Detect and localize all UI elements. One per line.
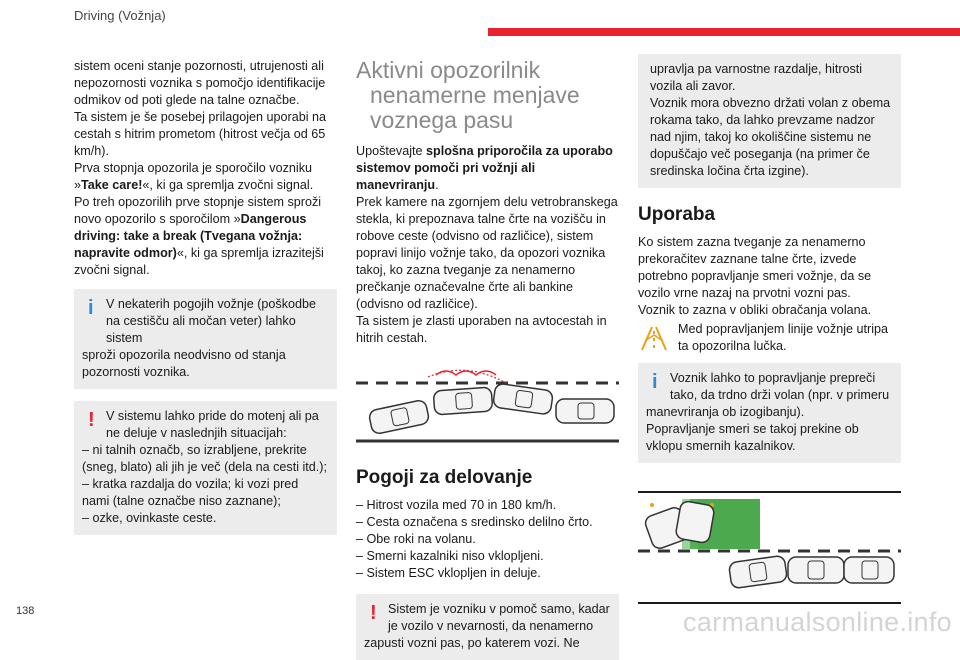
conditions-heading: Pogoji za delovanje [356,467,533,488]
warning-note-box-continued: upravlja pa varnostne razdalje, hitrosti vozila ali zavor. Voznik mora obvezno držati volan z obema rokama tako, da lahko prevzame nadzor nad njim, takoj ko okoliščine sistemu ne dopuščajo več poseganja (na primer če sredinska ločina črta izgine). [638,54,901,188]
list-item: – Hitrost vozila med 70 in 180 km/h. [356,498,557,512]
paragraph: Po treh opozorilih prve stopnje sistem sproži novo opozorilo s sporočilom »Dangerous driving: take a break (Tvegana vožnja: napravite odmor)«, ki ga spremlja izrazitejši zvočni signal. [74,195,324,277]
lane-departure-illustration [356,365,619,447]
list-item: – kratka razdalja do vozila; ki vozi pred nami (talne označbe niso zaznane); [82,477,299,508]
paragraph: Ta sistem je še posebej prilagojen uporabi na cestah s hitrim prometom (hitrost večja od 65 km/h). [74,110,327,158]
divider [638,602,901,604]
paragraph: Ta sistem je zlasti uporaben na avtocestah in hitrih cestah. [356,314,607,345]
column-2 [356,58,619,660]
usage-heading: Uporaba [638,204,716,225]
list-item: – Obe roki na volanu. [356,532,476,546]
header-accent-bar [488,28,960,36]
section-title: Aktivni opozorilnik nenamerne menjave voznega pasu [356,57,580,133]
warning-icon: ! [370,602,377,624]
info-note-box: i V nekaterih pogojih vožnje (poškodbe na cestišču ali močan veter) lahko sistem sproži opozorila neodvisno od stanja pozornosti voznika. [74,289,337,389]
page-number: 138 [16,605,35,617]
lane-assist-lamp-icon [638,323,670,353]
warning-icon: ! [88,409,95,431]
lane-departure-illustration-svg [356,365,619,447]
list-item: – ozke, ovinkaste ceste. [82,511,217,525]
lane-correction-illustration-svg [638,493,901,597]
list-item: – Sistem ESC vklopljen in deluje. [356,566,541,580]
list-item: – ni talnih označb, so izrabljene, prekrite (sneg, blato) ali jih je več (dela na cesti itd.); [82,443,327,474]
warning-note-box: ! V sistemu lahko pride do motenj ali pa ne deluje v naslednjih situacijah: – ni talnih označb, so izrabljene, prekrite (sneg, blato) ali jih je več (dela na cesti itd.); – kratka razdalja do vozila; ki vozi pred nami (talne označbe niso zaznane); – ozke, ovinkaste ceste. [74,401,337,535]
info-icon: i [88,297,94,319]
header-section-title: Driving (Vožnja) [74,8,166,23]
info-note-box: i Voznik lahko to popravljanje prepreči tako, da trdno drži volan (npr. v primeru manevriranja ob izogibanju). Popravljanje smeri se takoj prekine ob vklopu smernih kazalnikov. [638,363,901,463]
column-1 [74,58,337,535]
paragraph: sistem oceni stanje pozornosti, utrujenosti ali nepozornosti voznika s pomočjo identifikacije odmikov od poti glede na talne označbe. [74,59,326,107]
list-item: – Smerni kazalniki niso vklopljeni. [356,549,544,563]
paragraph: Prek kamere na zgornjem delu vetrobranskega stekla, ki prepoznava talne črte na vozišču in robove ceste (odvisno od različice), sistem popravi linijo vožnje tako, da opozori voznika takoj, ko zazna tveganje za nenamerno prečkanje označevalne črte ali bankine (odvisno od različice). [356,195,618,311]
watermark: carmanualsonline.info [683,607,952,637]
info-icon: i [652,371,658,393]
paragraph: Prva stopnja opozorila je sporočilo vozniku »Take care!«, ki ga spremlja zvočni signal. [74,161,314,192]
lane-correction-illustration [638,491,901,604]
list-item: – Cesta označena s sredinsko delilno črto. [356,515,593,529]
column-3 [638,58,901,604]
paragraph: Voznik to zazna v obliki obračanja volana. [638,303,872,317]
paragraph: Upoštevajte splošna priporočila za uporabo sistemov pomoči pri vožnji ali manevriranju. [356,144,613,192]
warning-note-box: ! Sistem je vozniku v pomoč samo, kadar je vozilo v nevarnosti, da nenamerno zapusti vozni pas, po katerem vozi. Ne [356,594,619,660]
warning-lamp-note: Med popravljanjem linije vožnje utripa ta opozorilna lučka. [638,321,901,355]
paragraph: Ko sistem zazna tveganje za nenamerno prekoračitev zaznane talne črte, izvede potrebno popravljanje smeri vožnje, da se vozilo vrne nazaj na prvotni vozni pas. [638,235,872,300]
